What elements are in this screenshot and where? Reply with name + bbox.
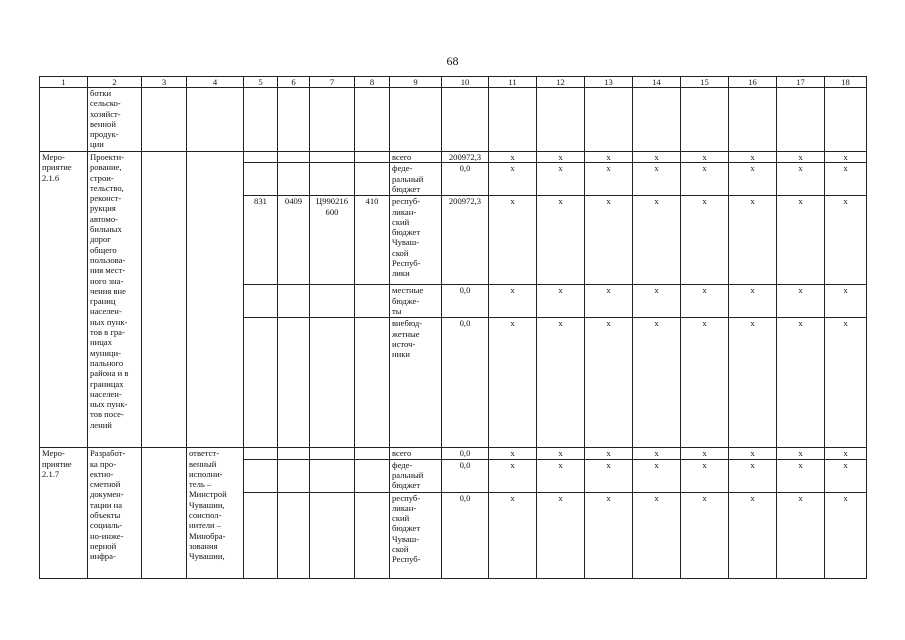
funding-source: феде- ральный бюджет	[390, 459, 442, 492]
header-cell: 14	[633, 77, 681, 88]
cont-empty	[142, 88, 187, 152]
x-mark: х	[729, 152, 777, 163]
amount: 200972,3	[442, 196, 489, 285]
header-cell: 3	[142, 77, 187, 88]
funding-source: респуб- ликан- ский бюджет Чуваш- ской Респуб- лики	[390, 196, 442, 285]
rz-code	[278, 492, 310, 578]
x-mark: х	[825, 492, 867, 578]
table-row	[40, 152, 867, 163]
funding-source: всего	[390, 448, 442, 459]
grbs-code	[244, 163, 278, 196]
vr-code	[355, 285, 390, 318]
header-cell: 15	[681, 77, 729, 88]
x-mark: х	[585, 318, 633, 448]
x-mark: х	[633, 163, 681, 196]
x-mark: х	[537, 163, 585, 196]
funding-source: всего	[390, 152, 442, 163]
x-mark: х	[537, 459, 585, 492]
x-mark: х	[729, 459, 777, 492]
x-mark: х	[537, 318, 585, 448]
rz-code	[278, 459, 310, 492]
x-mark: х	[777, 318, 825, 448]
x-mark: х	[633, 285, 681, 318]
grbs-code	[244, 285, 278, 318]
header-cell: 17	[777, 77, 825, 88]
grbs-code: 831	[244, 196, 278, 285]
rz-code: 0409	[278, 196, 310, 285]
x-mark: х	[537, 448, 585, 459]
x-mark: х	[681, 196, 729, 285]
x-mark: х	[825, 152, 867, 163]
x-mark: х	[729, 318, 777, 448]
x-mark: х	[489, 285, 537, 318]
x-mark: х	[585, 448, 633, 459]
measure-number: Меро- приятие 2.1.7	[40, 448, 88, 578]
grbs-code	[244, 492, 278, 578]
grbs-code	[244, 318, 278, 448]
x-mark: х	[825, 459, 867, 492]
csr-code: Ц990216 600	[310, 196, 355, 285]
cont-col1	[40, 88, 88, 152]
x-mark: х	[825, 163, 867, 196]
amount: 0,0	[442, 163, 489, 196]
cont-empty	[187, 88, 244, 152]
csr-code	[310, 163, 355, 196]
vr-code	[355, 492, 390, 578]
measure-title: Разработ- ка про- ектно- сметной докумен- тации на объекты социаль- но-инже- нерной инфра-	[88, 448, 142, 578]
x-mark: х	[585, 152, 633, 163]
cont-empty	[390, 88, 442, 152]
x-mark: х	[825, 448, 867, 459]
vr-code	[355, 318, 390, 448]
rz-code	[278, 163, 310, 196]
cont-col2: ботки сельско- хозяйст- венной продук- ции	[88, 88, 142, 152]
cont-empty	[585, 88, 633, 152]
cont-empty	[537, 88, 585, 152]
cont-empty	[633, 88, 681, 152]
header-cell: 18	[825, 77, 867, 88]
x-mark: х	[537, 196, 585, 285]
funding-source: внебюд- жетные источ- ники	[390, 318, 442, 448]
x-mark: х	[681, 152, 729, 163]
x-mark: х	[681, 285, 729, 318]
rz-code	[278, 285, 310, 318]
x-mark: х	[681, 163, 729, 196]
x-mark: х	[537, 492, 585, 578]
header-cell: 16	[729, 77, 777, 88]
cont-empty	[489, 88, 537, 152]
x-mark: х	[585, 492, 633, 578]
grbs-code	[244, 448, 278, 459]
x-mark: х	[633, 318, 681, 448]
funding-source: феде- ральный бюджет	[390, 163, 442, 196]
csr-code	[310, 152, 355, 163]
vr-code: 410	[355, 196, 390, 285]
amount: 200972,3	[442, 152, 489, 163]
vr-code	[355, 163, 390, 196]
x-mark: х	[633, 152, 681, 163]
csr-code	[310, 492, 355, 578]
header-cell: 9	[390, 77, 442, 88]
header-cell: 6	[278, 77, 310, 88]
x-mark: х	[681, 492, 729, 578]
amount: 0,0	[442, 448, 489, 459]
header-cell: 2	[88, 77, 142, 88]
x-mark: х	[489, 318, 537, 448]
x-mark: х	[681, 318, 729, 448]
x-mark: х	[585, 163, 633, 196]
funding-source: респуб- ликан- ский бюджет Чуваш- ской Респуб-	[390, 492, 442, 578]
x-mark: х	[489, 492, 537, 578]
program-table	[39, 76, 867, 579]
empty-col3	[142, 448, 187, 578]
x-mark: х	[681, 448, 729, 459]
x-mark: х	[777, 492, 825, 578]
cont-empty	[355, 88, 390, 152]
page-number: 68	[446, 54, 459, 68]
cont-empty	[310, 88, 355, 152]
x-mark: х	[729, 448, 777, 459]
grbs-code	[244, 152, 278, 163]
measure-number: Меро- приятие 2.1.6	[40, 152, 88, 448]
csr-code	[310, 448, 355, 459]
x-mark: х	[537, 285, 585, 318]
cont-empty	[681, 88, 729, 152]
amount: 0,0	[442, 459, 489, 492]
header-cell: 13	[585, 77, 633, 88]
header-cell: 10	[442, 77, 489, 88]
measure-title: Проекти- рование, строи- тельство, реконст- рукция автомо- бильных дорог общего пользова- ния мест- ного зна- чения вне границ населен- ных пунк- тов в гра- ницах муници- пального района и в границах населен- ных пунк- тов посе- лений	[88, 152, 142, 448]
header-row	[40, 77, 867, 88]
x-mark: х	[777, 459, 825, 492]
header-cell: 11	[489, 77, 537, 88]
amount: 0,0	[442, 492, 489, 578]
x-mark: х	[777, 152, 825, 163]
x-mark: х	[585, 285, 633, 318]
x-mark: х	[825, 196, 867, 285]
x-mark: х	[777, 448, 825, 459]
x-mark: х	[729, 285, 777, 318]
funding-source: местные бюдже- ты	[390, 285, 442, 318]
cont-empty	[278, 88, 310, 152]
x-mark: х	[537, 152, 585, 163]
amount: 0,0	[442, 285, 489, 318]
x-mark: х	[777, 196, 825, 285]
x-mark: х	[489, 459, 537, 492]
header-cell: 5	[244, 77, 278, 88]
cont-empty	[729, 88, 777, 152]
x-mark: х	[777, 285, 825, 318]
cont-empty	[442, 88, 489, 152]
vr-code	[355, 448, 390, 459]
csr-code	[310, 459, 355, 492]
x-mark: х	[729, 163, 777, 196]
table-body	[40, 77, 867, 579]
csr-code	[310, 318, 355, 448]
cont-empty	[825, 88, 867, 152]
x-mark: х	[729, 196, 777, 285]
x-mark: х	[729, 492, 777, 578]
x-mark: х	[489, 448, 537, 459]
cont-empty	[244, 88, 278, 152]
grbs-code	[244, 459, 278, 492]
x-mark: х	[633, 196, 681, 285]
executor-cell: ответст- венный исполни- тель – Минстрой Чувашии, соиспол- нители – Минобра- зования Чувашии,	[187, 448, 244, 578]
table-row	[40, 88, 867, 152]
header-cell: 7	[310, 77, 355, 88]
x-mark: х	[777, 163, 825, 196]
table-row	[40, 448, 867, 459]
cont-empty	[777, 88, 825, 152]
x-mark: х	[633, 492, 681, 578]
x-mark: х	[633, 448, 681, 459]
amount: 0,0	[442, 318, 489, 448]
x-mark: х	[825, 285, 867, 318]
x-mark: х	[585, 459, 633, 492]
x-mark: х	[681, 459, 729, 492]
executor-cell	[187, 152, 244, 448]
x-mark: х	[585, 196, 633, 285]
header-cell: 1	[40, 77, 88, 88]
rz-code	[278, 152, 310, 163]
header-cell: 8	[355, 77, 390, 88]
x-mark: х	[489, 152, 537, 163]
empty-col3	[142, 152, 187, 448]
x-mark: х	[489, 196, 537, 285]
x-mark: х	[825, 318, 867, 448]
header-cell: 4	[187, 77, 244, 88]
rz-code	[278, 448, 310, 459]
vr-code	[355, 459, 390, 492]
x-mark: х	[633, 459, 681, 492]
x-mark: х	[489, 163, 537, 196]
csr-code	[310, 285, 355, 318]
header-cell: 12	[537, 77, 585, 88]
vr-code	[355, 152, 390, 163]
rz-code	[278, 318, 310, 448]
